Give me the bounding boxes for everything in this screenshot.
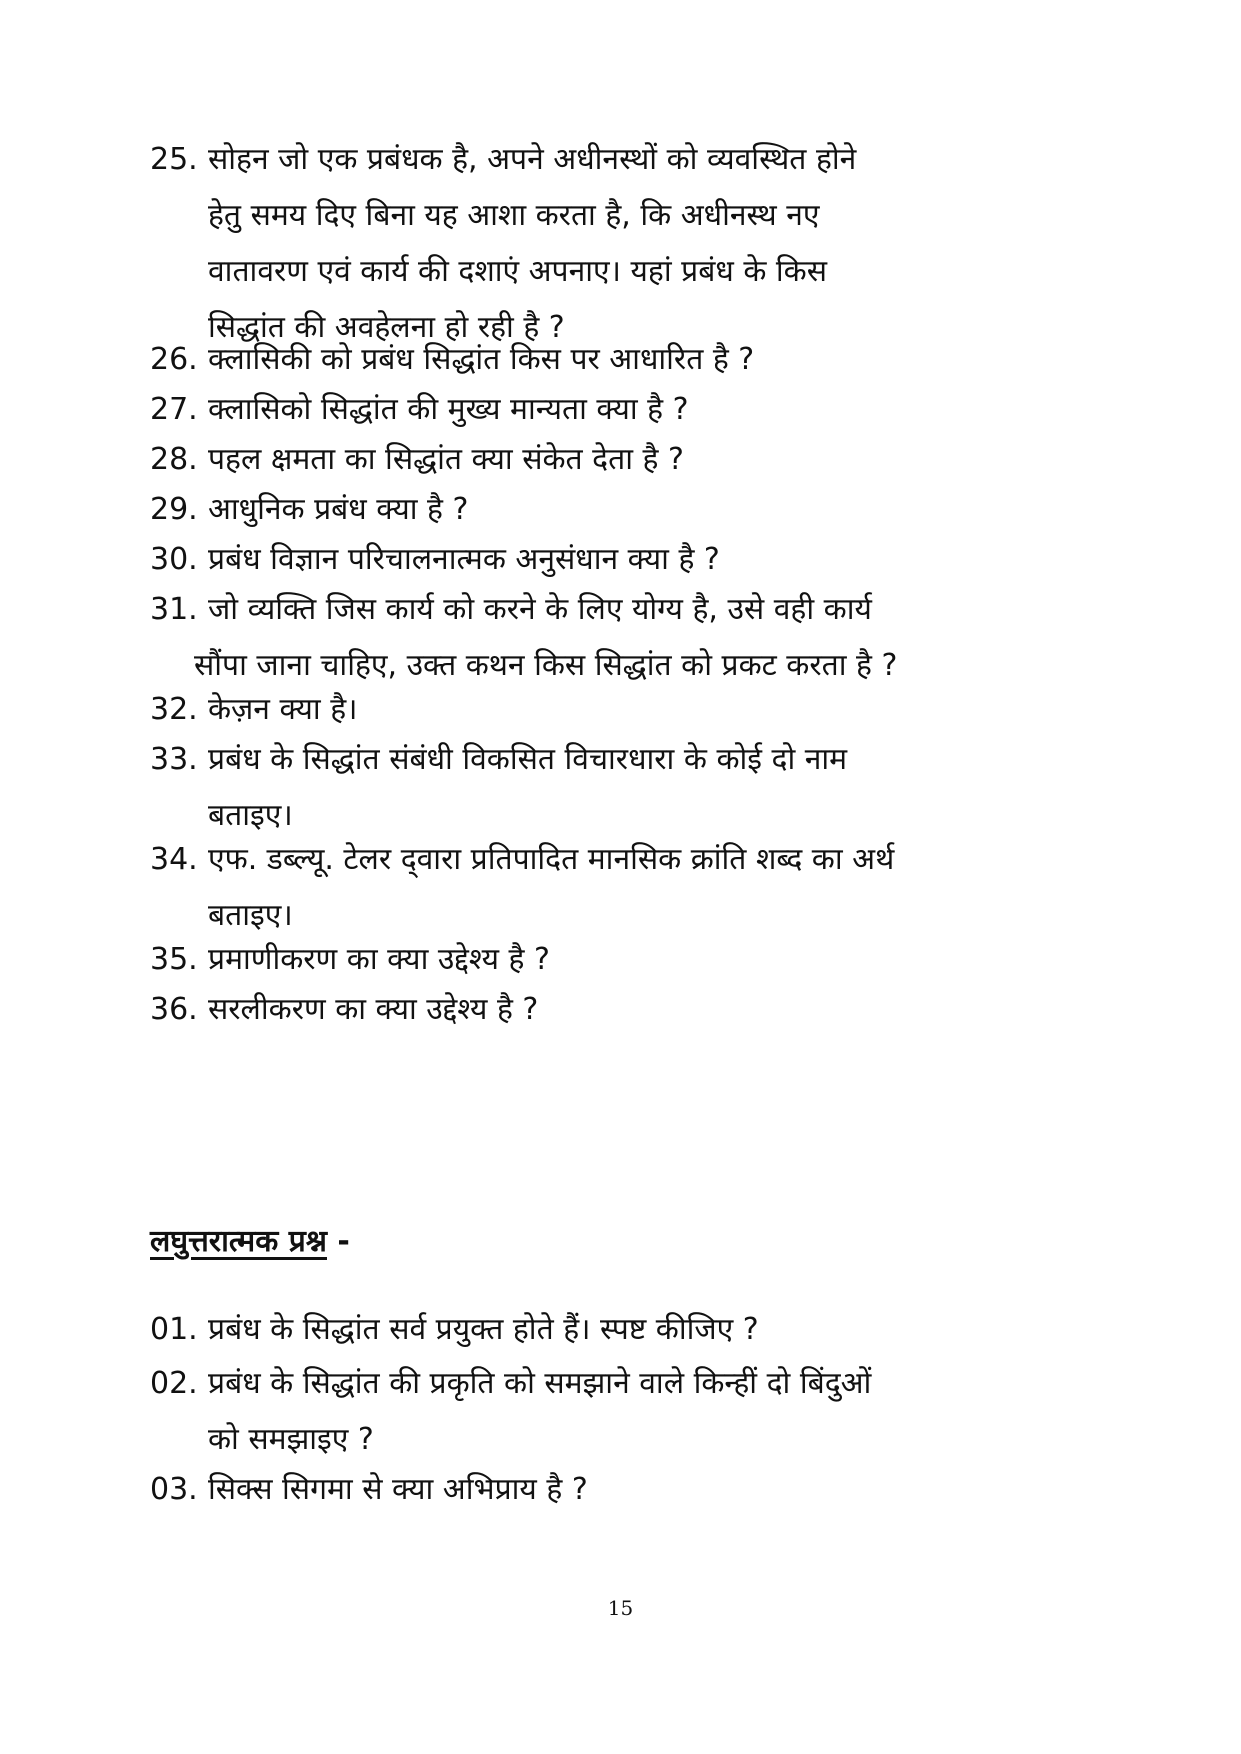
section-heading — [150, 1222, 350, 1262]
question-text: क्लासिको सिद्धांत की मुख्य मान्यता क्या है ? — [208, 392, 689, 427]
question-number: 26. — [150, 342, 198, 377]
question-number: 35. — [150, 942, 198, 977]
short-question-02 — [150, 1356, 1100, 1468]
question-32 — [150, 682, 1100, 738]
question-text-continued: को समझाइए ? — [208, 1422, 374, 1457]
question-number: 32. — [150, 692, 198, 727]
question-28 — [150, 432, 1100, 488]
short-question-03 — [150, 1462, 1100, 1518]
question-text: क्लासिकी को प्रबंध सिद्धांत किस पर आधारित है ? — [208, 342, 755, 377]
question-text: प्रबंध के सिद्धांत संबंधी विकसित विचारधारा के कोई दो नाम — [208, 742, 848, 777]
question-35 — [150, 932, 1100, 988]
question-number: 03. — [150, 1472, 198, 1507]
question-31 — [150, 582, 1100, 694]
question-30 — [150, 532, 1100, 588]
section-heading-suffix: - — [326, 1224, 350, 1259]
question-number: 36. — [150, 992, 198, 1027]
question-33 — [150, 732, 1100, 844]
question-text: केज़न क्या है। — [208, 692, 358, 727]
question-text-continued: बताइए। — [208, 798, 293, 833]
question-text-continued: वातावरण एवं कार्य की दशाएं अपनाए। यहां प्रबंध के किस — [208, 254, 827, 289]
question-number: 29. — [150, 492, 198, 527]
question-text: प्रबंध विज्ञान परिचालनात्मक अनुसंधान क्या है ? — [208, 542, 720, 577]
question-36 — [150, 982, 1100, 1038]
question-text: पहल क्षमता का सिद्धांत क्या संकेत देता है ? — [208, 442, 684, 477]
question-text: आधुनिक प्रबंध क्या है ? — [208, 492, 469, 527]
question-text: सिक्स सिगमा से क्या अभिप्राय है ? — [208, 1472, 588, 1507]
question-text: प्रबंध के सिद्धांत सर्व प्रयुक्त होते हैं। स्पष्ट कीजिए ? — [208, 1312, 759, 1347]
question-number: 33. — [150, 742, 198, 777]
question-25 — [150, 132, 1100, 356]
question-text: सोहन जो एक प्रबंधक है, अपने अधीनस्थों को व्यवस्थित होने — [208, 142, 857, 177]
question-number: 25. — [150, 142, 198, 177]
question-number: 34. — [150, 842, 198, 877]
question-text: सरलीकरण का क्या उद्देश्य है ? — [208, 992, 539, 1027]
page-number: 15 — [607, 1596, 634, 1620]
question-number: 27. — [150, 392, 198, 427]
question-text-continued: हेतु समय दिए बिना यह आशा करता है, कि अधीनस्थ नए — [208, 198, 820, 233]
section-heading-title: लघुत्तरात्मक प्रश्न — [150, 1224, 327, 1259]
question-text: प्रमाणीकरण का क्या उद्देश्य है ? — [208, 942, 550, 977]
question-29 — [150, 482, 1100, 538]
question-text-continued: बताइए। — [208, 898, 293, 933]
short-question-01 — [150, 1302, 1100, 1358]
question-26 — [150, 332, 1100, 388]
question-number: 01. — [150, 1312, 198, 1347]
question-number: 28. — [150, 442, 198, 477]
question-text-continued: सिद्धांत की अवहेलना हो रही है ? — [208, 310, 565, 345]
question-text: प्रबंध के सिद्धांत की प्रकृति को समझाने वाले किन्हीं दो बिंदुओं — [208, 1366, 872, 1401]
question-text-continued: सौंपा जाना चाहिए, उक्त कथन किस सिद्धांत को प्रकट करता है ? — [194, 648, 898, 683]
question-number: 02. — [150, 1366, 198, 1401]
question-34 — [150, 832, 1100, 944]
question-text: एफ. डब्ल्यू. टेलर द्‌वारा प्रतिपादित मानसिक क्रांति शब्द का अर्थ — [208, 842, 895, 877]
question-number: 30. — [150, 542, 198, 577]
question-27 — [150, 382, 1100, 438]
question-text: जो व्यक्ति जिस कार्य को करने के लिए योग्य है, उसे वही कार्य — [208, 592, 872, 627]
question-number: 31. — [150, 592, 198, 627]
